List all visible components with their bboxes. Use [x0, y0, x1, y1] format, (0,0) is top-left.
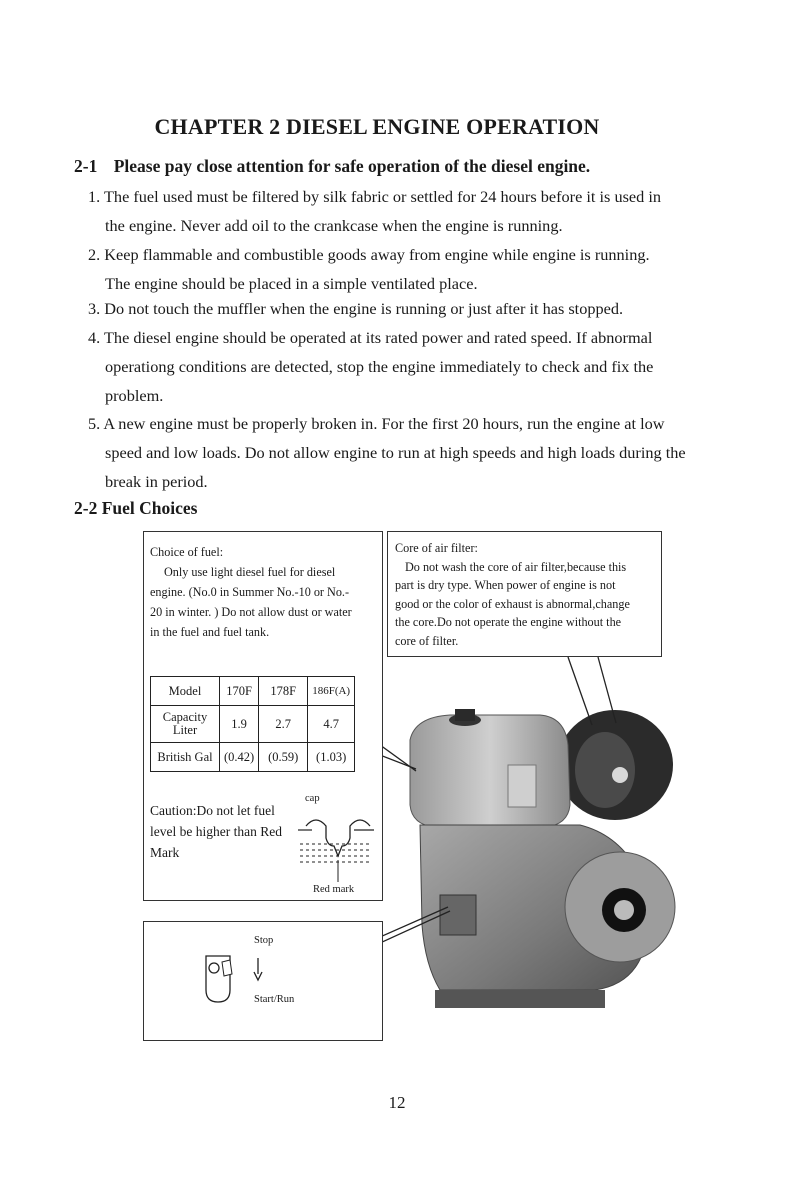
- red-mark-label: Red mark: [313, 884, 355, 895]
- cap-label: cap: [305, 793, 320, 804]
- filter-box-text: Core of air filter: Do not wash the core of air filter,because this part is dry type. When power of engine is not good or the color of exhaust is abnormal,change the core.Do not operate the engine without the core of filter.: [395, 539, 657, 650]
- caution-text: Caution:Do not let fuel level be higher than Red Mark: [150, 803, 282, 860]
- table-row: British Gal (0.42) (0.59) (1.03): [151, 743, 355, 772]
- stop-label: Stop: [254, 935, 274, 946]
- section-heading-2-1: [74, 156, 590, 177]
- section-title: Please pay close attention for safe operation of the diesel engine.: [113, 156, 591, 176]
- page-number: 12: [388, 1093, 406, 1112]
- chapter-title: CHAPTER 2 DIESEL ENGINE OPERATION: [154, 114, 600, 139]
- list-item: 4. The diesel engine should be operated at its rated power and rated speed. If abnormal operationg conditions are detected, stop the engine immediately to check and fix the problem.: [88, 328, 654, 405]
- section-heading-2-2: 2-2 Fuel Choices: [74, 498, 198, 518]
- fuel-box-text: Choice of fuel: Only use light diesel fuel for diesel engine. (No.0 in Summer No.-10 or No.- 20 in winter. ) Do not allow dust or water in the fuel and fuel tank.: [150, 542, 378, 642]
- list-item: 1. The fuel used must be filtered by silk fabric or settled for 24 hours before it is used in the engine. Never add oil to the crankcase when the engine is running.: [88, 187, 662, 235]
- list-item: 5. A new engine must be properly broken in. For the first 20 hours, run the engine at low speed and low loads. Do not allow engine to run at high speeds and high loads during the break in period.: [88, 414, 686, 491]
- list-item: 2. Keep flammable and combustible goods away from engine while engine is running. The engine should be placed in a simple ventilated place.: [88, 245, 650, 293]
- filter-box-title: Core of air filter:: [395, 541, 478, 555]
- engine-illustration: [380, 645, 680, 1045]
- table-row: Capacity Liter 1.9 2.7 4.7: [151, 706, 355, 743]
- start-run-label: Start/Run: [254, 994, 295, 1005]
- fuel-tank: [410, 715, 570, 827]
- fuel-capacity-table: [150, 676, 355, 772]
- fuel-box-title: Choice of fuel:: [150, 545, 224, 559]
- section-number: 2-1: [74, 156, 98, 176]
- list-item: 3. Do not touch the muffler when the engine is running or just after it has stopped.: [88, 299, 624, 318]
- fuel-filler-diagram: [296, 804, 376, 884]
- table-row: Model 170F 178F 186F(A): [151, 677, 355, 706]
